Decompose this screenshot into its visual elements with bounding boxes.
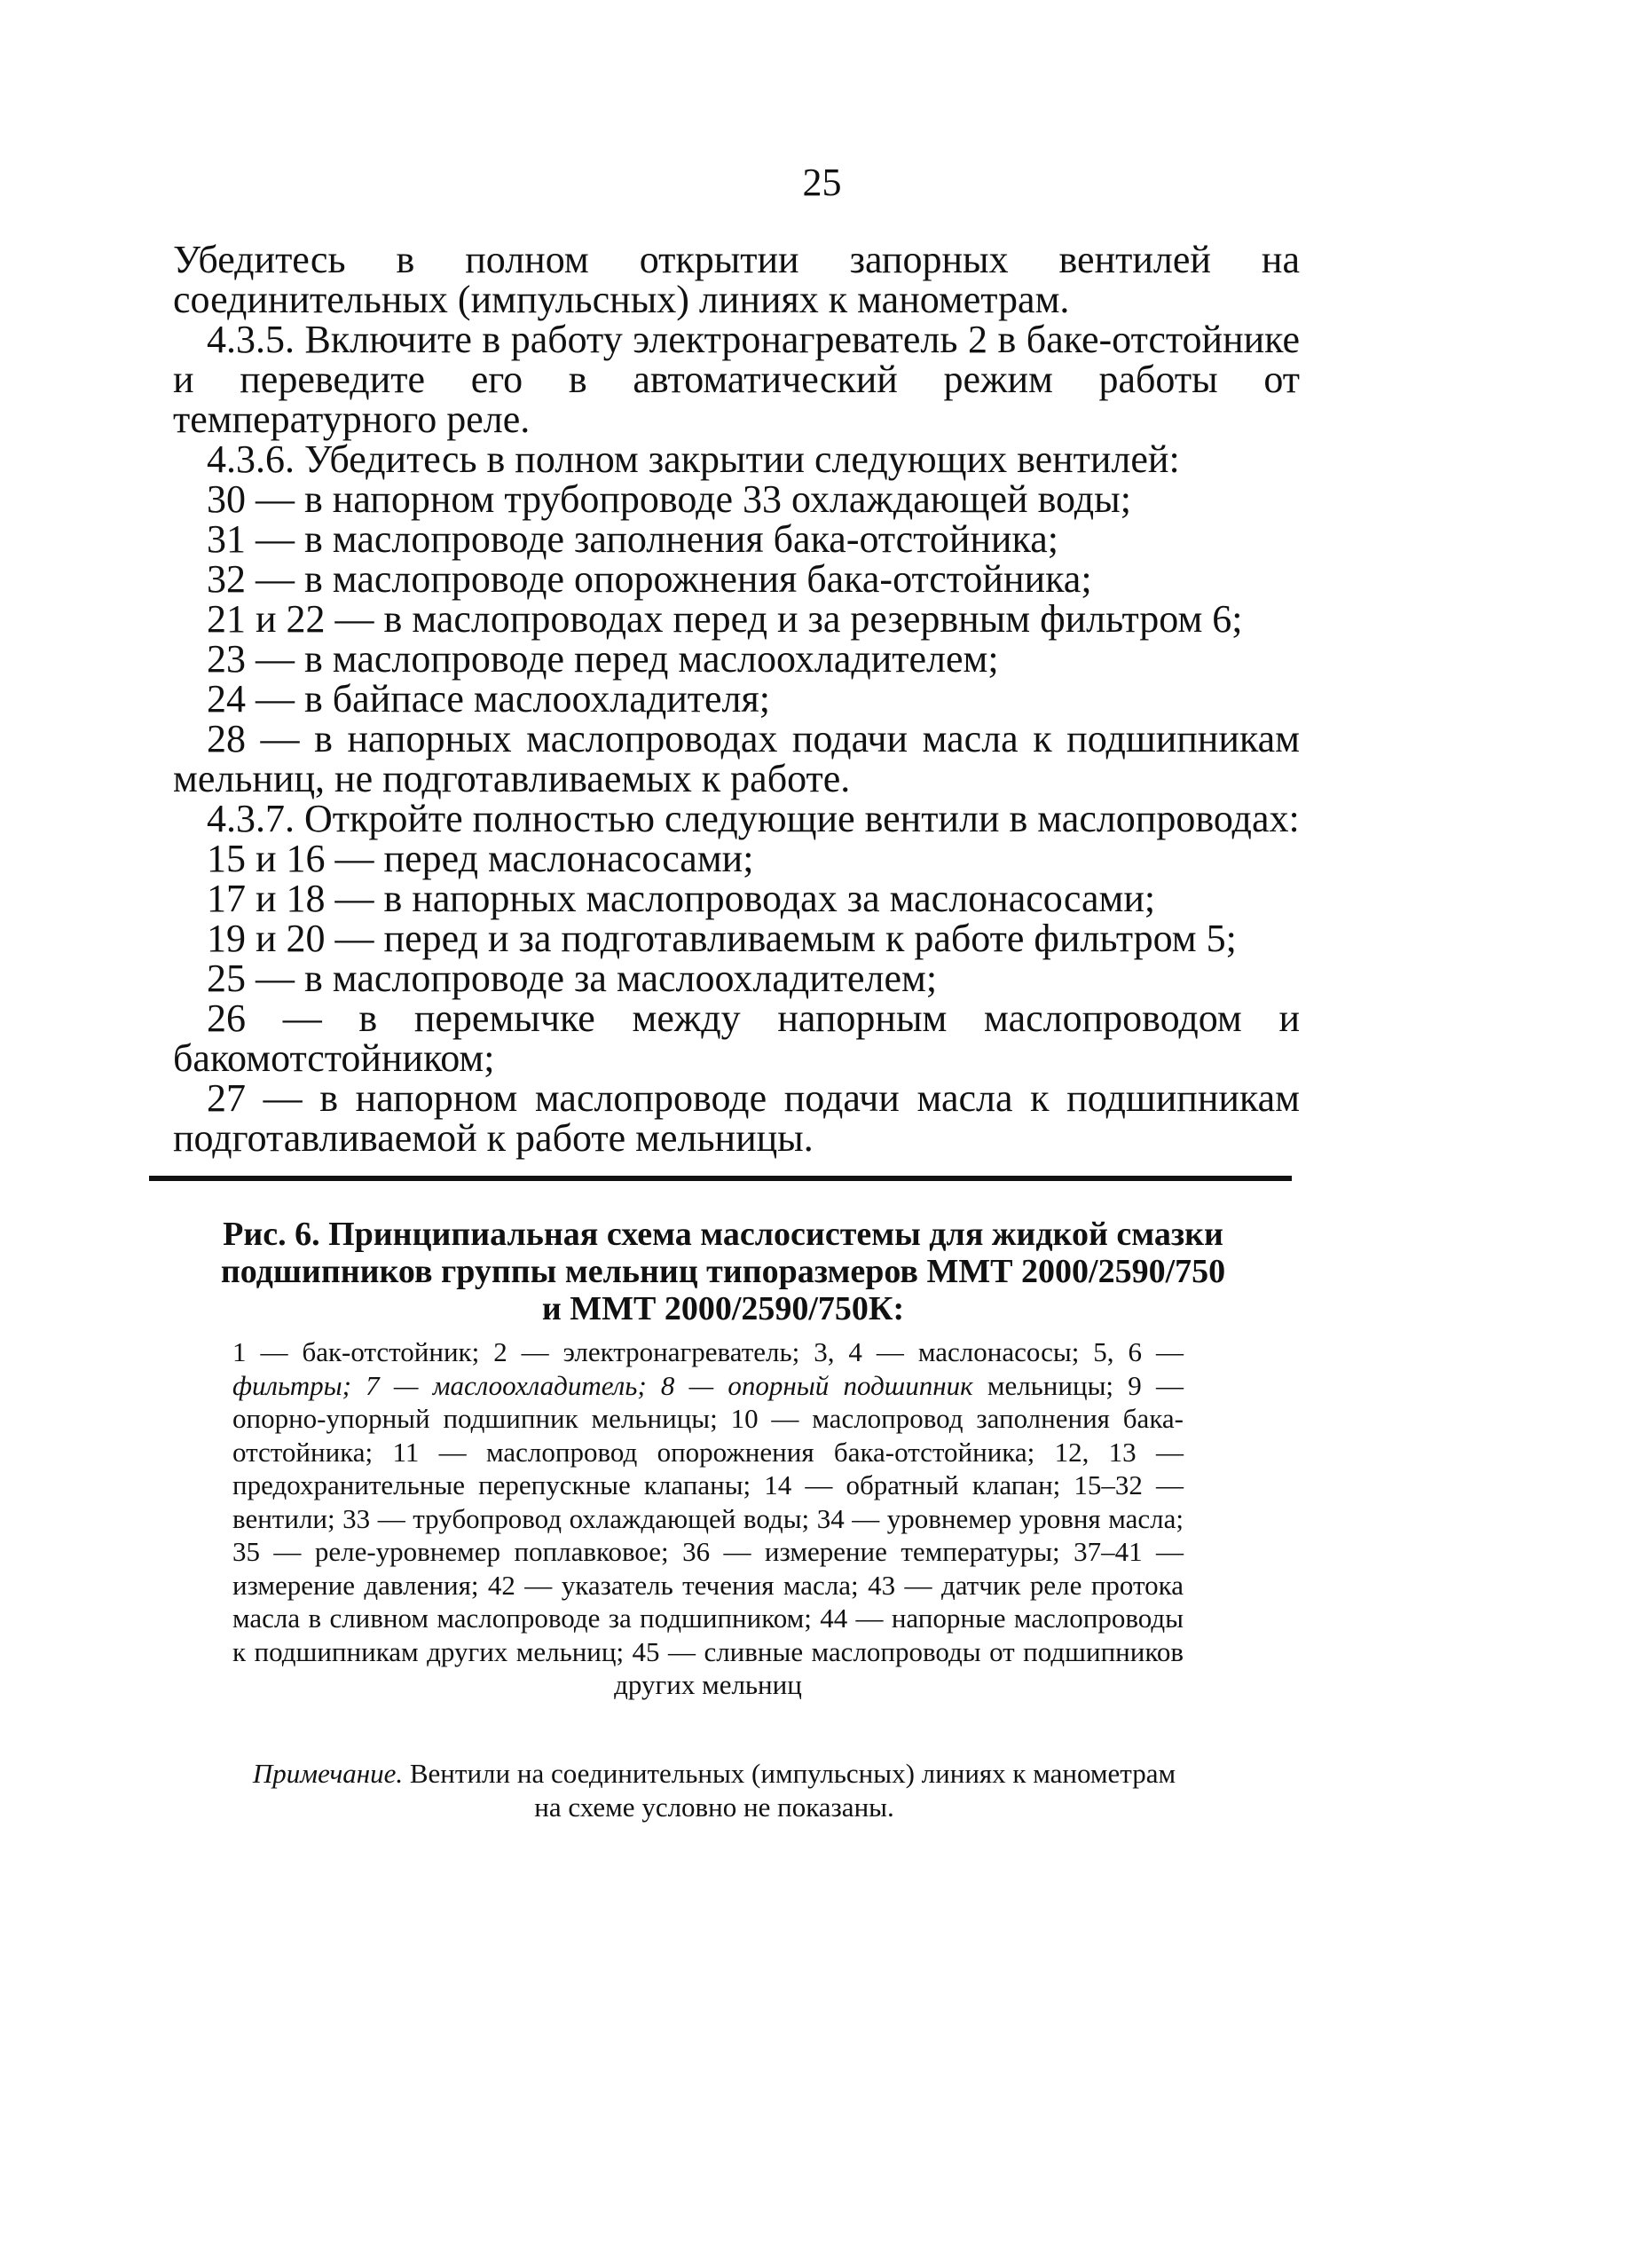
- list-item: 31 — в маслопроводе заполнения бака-отстойника;: [207, 517, 1058, 561]
- caption-line: Рис. 6. Принципиальная схема маслосистемы для жидкой смазки: [223, 1216, 1223, 1253]
- paragraph-4-3-6: 4.3.6. Убедитесь в полном закрытии следующих вентилей:: [207, 437, 1180, 481]
- list-item: 15 и 16 — перед маслонасосами;: [207, 837, 754, 880]
- caption-line: и ММТ 2000/2590/750К:: [541, 1290, 905, 1327]
- list-item: 30 — в напорном трубопроводе 33 охлаждающей воды;: [207, 477, 1131, 521]
- list-item: 25 — в маслопроводе за маслоохладителем;: [207, 957, 938, 1000]
- caption-line: подшипников группы мельниц типоразмеров ММТ 2000/2590/750: [220, 1253, 1226, 1290]
- body-text: [173, 240, 1300, 1158]
- list-item: 27 — в напорном маслопроводе подачи масла к подшипникам подготавливаемой к работе мельницы.: [173, 1076, 1300, 1160]
- paragraph-4-3-7: 4.3.7. Откройте полностью следующие вентили в маслопроводах:: [207, 797, 1300, 840]
- list-item: 24 — в байпасе маслоохладителя;: [207, 677, 770, 721]
- paragraph: Убедитесь в полном открытии запорных вентилей на соединительных (импульсных) линиях к манометрам.: [173, 238, 1300, 321]
- legend-text: 1 — бак-отстойник; 2 — электронагреватель; 3, 4 — маслонасосы; 5, 6 —: [232, 1336, 1184, 1367]
- list-item: 21 и 22 — в маслопроводах перед и за резервным фильтром 6;: [207, 597, 1243, 641]
- legend-text: мельницы; 9 — опорно-упорный подшипник мельницы; 10 — маслопровод заполнения бака-отстойника; 11 — маслопровод опорожнения бака-отстойника; 12, 13 — предохранительные перепускные клапаны; 14 — обратный клапан; 15–32 — вентили; 33 — трубопровод охлаждающей воды; 34 — уровнемер уровня масла; 35 — реле-уровнемер поплавковое; 36 — измерение температуры; 37–41 — измерение давления; 42 — указатель течения масла; 43 — датчик реле протока масла в сливном маслопроводе за подшипником; 44 — напорные маслопроводы к подшипникам других мельниц; 45 — сливные маслопроводы от подшипников других мельниц: [232, 1369, 1184, 1700]
- horizontal-rule: [149, 1176, 1292, 1181]
- list-item: 17 и 18 — в напорных маслопроводах за маслонасосами;: [207, 877, 1156, 920]
- note-text: Вентили на соединительных (импульсных) линиях к манометрам на схеме условно не показаны.: [403, 1758, 1176, 1823]
- list-item: 19 и 20 — перед и за подготавливаемым к работе фильтром 5;: [207, 917, 1237, 960]
- list-item: 23 — в маслопроводе перед маслоохладителем;: [207, 637, 999, 681]
- list-item: 28 — в напорных маслопроводах подачи масла к подшипникам мельниц, не подготавливаемых к работе.: [173, 717, 1300, 800]
- paragraph-4-3-5: 4.3.5. Включите в работу электронагреватель 2 в баке-отстойнике и переведите его в автоматический режим работы от температурного реле.: [173, 318, 1300, 441]
- page-number: 25: [802, 161, 842, 204]
- figure-legend: [232, 1335, 1184, 1702]
- note-label: Примечание.: [252, 1758, 404, 1789]
- list-item: 26 — в перемычке между напорным маслопроводом и бакомотстойником;: [173, 996, 1300, 1080]
- list-item: 32 — в маслопроводе опорожнения бака-отстойника;: [207, 557, 1092, 601]
- figure-caption: [177, 1216, 1269, 1327]
- figure-note: [240, 1757, 1189, 1823]
- legend-italic-text: фильтры; 7 — маслоохладитель; 8 — опорный подшипник: [232, 1369, 973, 1401]
